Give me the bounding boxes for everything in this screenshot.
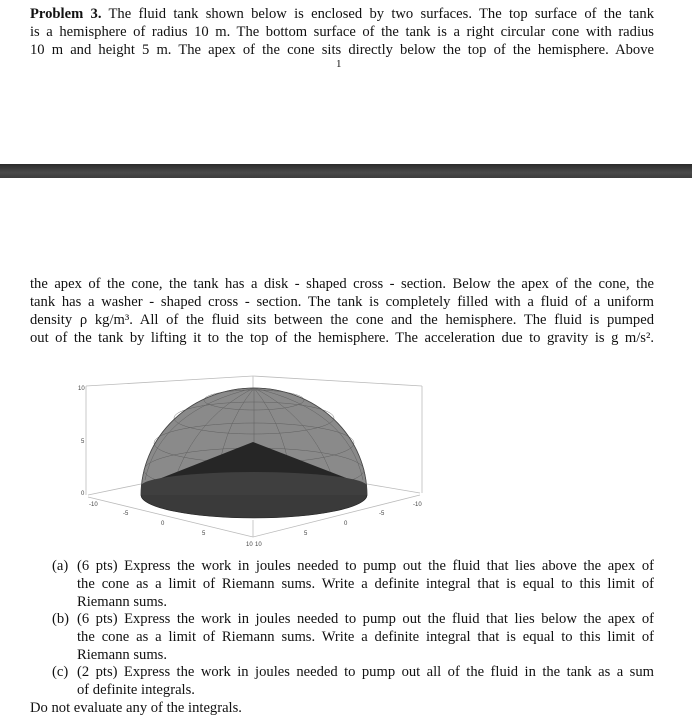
part-label: (a) [52,558,69,574]
right-axis-tick: 5 [304,531,308,537]
right-axis-tick: -10 [413,502,422,508]
z-tick: 5 [81,439,85,445]
text-line: tank has a washer - shaped cross - section. The tank is completely filled with a fluid of a uniform [30,294,654,310]
text-line: the cone as a limit of Riemann sums. Write a definite integral that is equal to this limit of [77,576,654,592]
left-axis-tick: -5 [123,511,129,517]
text-line: (6 pts) Express the work in joules needed to pump out the fluid that lies above the apex of [77,558,654,574]
text-line: (6 pts) Express the work in joules needed to pump out the fluid that lies below the apex of [77,611,654,627]
part-label: (b) [52,611,70,627]
text-line: 10 m and height 5 m. The apex of the cone sits directly below the top of the hemisphere. Above [30,42,654,58]
z-tick: 10 [78,386,85,392]
text-span: The fluid tank shown below is enclosed by two surfaces. The top surface of the tank [108,6,655,22]
text-line: Riemann sums. [77,647,167,663]
text-line: out of the tank by lifting it to the top of the hemisphere. The acceleration due to gravity is g m/s². [30,330,654,346]
text-line: (2 pts) Express the work in joules needed to pump out all of the fluid in the tank as a sum [77,664,654,680]
right-axis-tick: 0 [344,521,348,527]
page-break-divider [0,164,692,178]
text-line: density ρ kg/m³. All of the fluid sits between the cone and the hemisphere. The fluid is pumped [30,312,654,328]
right-axis-tick: 10 [255,542,262,548]
text-line [30,5,654,23]
text-line: Riemann sums. [77,594,167,610]
text-line: is a hemisphere of radius 10 m. The bottom surface of the tank is a right circular cone with radius [30,24,654,40]
left-axis-tick: 5 [202,531,206,537]
part-label: (c) [52,664,69,680]
footer-note: Do not evaluate any of the integrals. [30,700,242,716]
left-axis-tick: 10 [246,542,253,548]
left-axis-tick: 0 [161,521,165,527]
page-number: 1 [336,58,342,70]
z-tick: 0 [81,491,85,497]
problem-heading: Problem 3. [30,6,102,22]
left-axis-tick: -10 [89,502,98,508]
text-line: the cone as a limit of Riemann sums. Write a definite integral that is equal to this limit of [77,629,654,645]
text-line: the apex of the cone, the tank has a disk - shaped cross - section. Below the apex of the cone, the [30,276,654,292]
tank-3d-plot [0,360,692,560]
right-axis-tick: -5 [379,511,385,517]
text-line: of definite integrals. [77,682,195,698]
base-ellipse-front [141,495,367,518]
